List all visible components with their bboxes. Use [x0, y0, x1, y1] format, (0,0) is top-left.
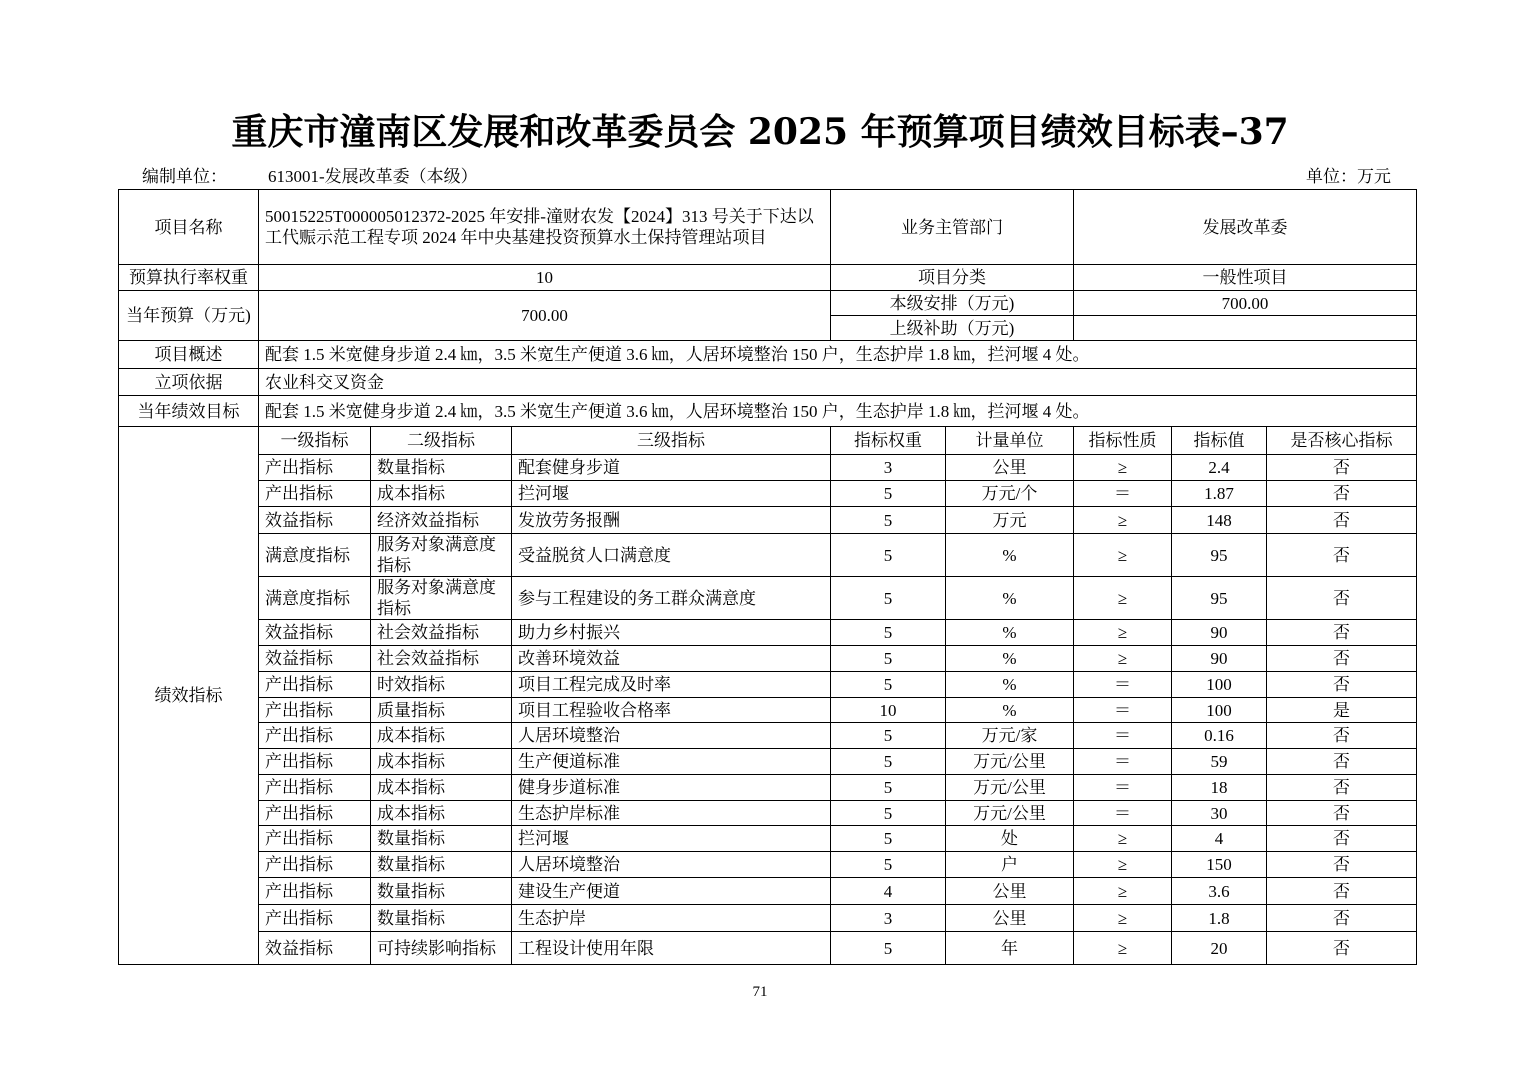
- unit-cell: %: [946, 577, 1074, 620]
- nature-cell: ≥: [1074, 852, 1172, 878]
- unit-cell: 处: [946, 826, 1074, 852]
- dept-value: 发展改革委: [1074, 190, 1417, 265]
- unit-cell: 万元/公里: [946, 801, 1074, 826]
- unit-cell: %: [946, 534, 1074, 577]
- performance-target-table: [118, 189, 1417, 965]
- core-cell: 否: [1267, 905, 1417, 932]
- level3-cell: 改善环境效益: [512, 646, 831, 672]
- compiling-unit-label: 编制单位：: [142, 167, 227, 186]
- local-budget-label: 本级安排（万元): [831, 291, 1074, 316]
- nature-cell: ≥: [1074, 455, 1172, 481]
- value-cell: 18: [1172, 775, 1267, 801]
- level3-cell: 生态护岸标准: [512, 801, 831, 826]
- level1-cell: 产出指标: [259, 775, 371, 801]
- value-cell: 90: [1172, 646, 1267, 672]
- core-cell: 否: [1267, 826, 1417, 852]
- unit-cell: 年: [946, 932, 1074, 965]
- header-nature: 指标性质: [1074, 427, 1172, 455]
- level2-cell: 可持续影响指标: [371, 932, 512, 965]
- value-cell: 59: [1172, 749, 1267, 775]
- value-cell: 95: [1172, 577, 1267, 620]
- weight-cell: 5: [831, 481, 946, 507]
- level2-cell: 成本指标: [371, 481, 512, 507]
- unit-cell: 万元/个: [946, 481, 1074, 507]
- level3-cell: 健身步道标准: [512, 775, 831, 801]
- level3-cell: 人居环境整治: [512, 723, 831, 749]
- core-cell: 否: [1267, 481, 1417, 507]
- value-cell: 90: [1172, 620, 1267, 646]
- nature-cell: ＝: [1074, 481, 1172, 507]
- header-level2: 二级指标: [371, 427, 512, 455]
- unit-cell: %: [946, 620, 1074, 646]
- table-row: [119, 646, 1417, 672]
- nature-cell: ＝: [1074, 672, 1172, 698]
- weight-cell: 5: [831, 801, 946, 826]
- weight-cell: 5: [831, 507, 946, 534]
- table-row: [119, 507, 1417, 534]
- nature-cell: ≥: [1074, 646, 1172, 672]
- table-row: [119, 534, 1417, 577]
- level2-cell: 数量指标: [371, 826, 512, 852]
- nature-cell: ≥: [1074, 905, 1172, 932]
- indicators-label: 绩效指标: [119, 427, 259, 965]
- budget-value: 700.00: [259, 291, 831, 341]
- level1-cell: 满意度指标: [259, 534, 371, 577]
- basis-row: [119, 369, 1417, 396]
- value-cell: 100: [1172, 698, 1267, 723]
- header-level1: 一级指标: [259, 427, 371, 455]
- weight-value: 10: [259, 265, 831, 291]
- level1-cell: 产出指标: [259, 905, 371, 932]
- project-name-value: 50015225T000005012372-2025 年安排-潼财农发【2024】313 号关于下达以工代赈示范工程专项 2024 年中央基建投资预算水土保持管理站项目: [259, 190, 831, 265]
- level1-cell: 效益指标: [259, 932, 371, 965]
- unit-cell: 公里: [946, 455, 1074, 481]
- level1-cell: 产出指标: [259, 698, 371, 723]
- level3-cell: 项目工程完成及时率: [512, 672, 831, 698]
- core-cell: 否: [1267, 749, 1417, 775]
- weight-cell: 5: [831, 826, 946, 852]
- level3-cell: 拦河堰: [512, 481, 831, 507]
- weight-cell: 5: [831, 646, 946, 672]
- table-row: [119, 672, 1417, 698]
- overview-label: 项目概述: [119, 341, 259, 369]
- document-title: 重庆市潼南区发展和改革委员会 2025 年预算项目绩效目标表–37: [231, 111, 1289, 153]
- indicator-header-row: [119, 427, 1417, 455]
- level1-cell: 满意度指标: [259, 577, 371, 620]
- superior-subsidy-value: [1074, 316, 1417, 341]
- goal-row: [119, 396, 1417, 427]
- core-cell: 否: [1267, 534, 1417, 577]
- core-cell: 否: [1267, 801, 1417, 826]
- budget-row: [119, 291, 1417, 316]
- level1-cell: 产出指标: [259, 749, 371, 775]
- table-row: [119, 481, 1417, 507]
- weight-cell: 4: [831, 878, 946, 905]
- value-cell: 148: [1172, 507, 1267, 534]
- value-cell: 20: [1172, 932, 1267, 965]
- local-budget-value: 700.00: [1074, 291, 1417, 316]
- level1-cell: 产出指标: [259, 826, 371, 852]
- level1-cell: 产出指标: [259, 852, 371, 878]
- level2-cell: 数量指标: [371, 905, 512, 932]
- category-label: 项目分类: [831, 265, 1074, 291]
- level1-cell: 产出指标: [259, 481, 371, 507]
- nature-cell: ≥: [1074, 932, 1172, 965]
- table-row: [119, 749, 1417, 775]
- value-cell: 1.87: [1172, 481, 1267, 507]
- level2-cell: 成本指标: [371, 723, 512, 749]
- weight-cell: 5: [831, 775, 946, 801]
- level2-cell: 经济效益指标: [371, 507, 512, 534]
- goal-value: 配套 1.5 米宽健身步道 2.4 ㎞，3.5 米宽生产便道 3.6 ㎞，人居环境整治 150 户，生态护岸 1.8 ㎞，拦河堰 4 处。: [259, 396, 1417, 427]
- table-row: [119, 698, 1417, 723]
- table-row: [119, 775, 1417, 801]
- level1-cell: 产出指标: [259, 801, 371, 826]
- level3-cell: 配套健身步道: [512, 455, 831, 481]
- table-row: [119, 932, 1417, 965]
- value-cell: 150: [1172, 852, 1267, 878]
- weight-cell: 5: [831, 723, 946, 749]
- level1-cell: 效益指标: [259, 646, 371, 672]
- table-row: [119, 878, 1417, 905]
- project-name-label: 项目名称: [119, 190, 259, 265]
- level3-cell: 项目工程验收合格率: [512, 698, 831, 723]
- weight-cell: 5: [831, 749, 946, 775]
- value-cell: 1.8: [1172, 905, 1267, 932]
- goal-label: 当年绩效目标: [119, 396, 259, 427]
- value-cell: 95: [1172, 534, 1267, 577]
- nature-cell: ≥: [1074, 577, 1172, 620]
- core-cell: 否: [1267, 852, 1417, 878]
- level2-cell: 数量指标: [371, 852, 512, 878]
- level3-cell: 生产便道标准: [512, 749, 831, 775]
- nature-cell: ≥: [1074, 878, 1172, 905]
- table-row: [119, 577, 1417, 620]
- header-unit: 计量单位: [946, 427, 1074, 455]
- core-cell: 否: [1267, 775, 1417, 801]
- level2-cell: 成本指标: [371, 801, 512, 826]
- nature-cell: ≥: [1074, 826, 1172, 852]
- unit-cell: %: [946, 646, 1074, 672]
- weight-cell: 5: [831, 577, 946, 620]
- weight-label: 预算执行率权重: [119, 265, 259, 291]
- core-cell: 否: [1267, 620, 1417, 646]
- core-cell: 否: [1267, 878, 1417, 905]
- value-cell: 30: [1172, 801, 1267, 826]
- level1-cell: 效益指标: [259, 620, 371, 646]
- project-name-row: [119, 190, 1417, 265]
- value-cell: 2.4: [1172, 455, 1267, 481]
- page-number: 71: [752, 984, 768, 1000]
- level2-cell: 数量指标: [371, 455, 512, 481]
- level1-cell: 产出指标: [259, 723, 371, 749]
- compiling-unit-value: 613001-发展改革委（本级）: [268, 167, 478, 186]
- core-cell: 是: [1267, 698, 1417, 723]
- core-cell: 否: [1267, 455, 1417, 481]
- core-cell: 否: [1267, 932, 1417, 965]
- unit-cell: 公里: [946, 905, 1074, 932]
- core-cell: 否: [1267, 646, 1417, 672]
- core-cell: 否: [1267, 577, 1417, 620]
- nature-cell: ≥: [1074, 507, 1172, 534]
- table-row: [119, 620, 1417, 646]
- nature-cell: ＝: [1074, 698, 1172, 723]
- core-cell: 否: [1267, 723, 1417, 749]
- weight-cell: 5: [831, 620, 946, 646]
- level2-cell: 社会效益指标: [371, 620, 512, 646]
- nature-cell: ＝: [1074, 775, 1172, 801]
- core-cell: 否: [1267, 507, 1417, 534]
- dept-label: 业务主管部门: [831, 190, 1074, 265]
- nature-cell: ≥: [1074, 620, 1172, 646]
- weight-cell: 10: [831, 698, 946, 723]
- unit-cell: 万元/公里: [946, 749, 1074, 775]
- table-row: [119, 905, 1417, 932]
- header-level3: 三级指标: [512, 427, 831, 455]
- superior-subsidy-label: 上级补助（万元): [831, 316, 1074, 341]
- core-cell: 否: [1267, 672, 1417, 698]
- table-row: [119, 852, 1417, 878]
- value-cell: 0.16: [1172, 723, 1267, 749]
- unit-cell: 万元/公里: [946, 775, 1074, 801]
- level3-cell: 生态护岸: [512, 905, 831, 932]
- table-row: [119, 801, 1417, 826]
- nature-cell: ＝: [1074, 801, 1172, 826]
- unit-cell: 万元: [946, 507, 1074, 534]
- level2-cell: 时效指标: [371, 672, 512, 698]
- unit-cell: 万元/家: [946, 723, 1074, 749]
- level3-cell: 拦河堰: [512, 826, 831, 852]
- level2-cell: 成本指标: [371, 749, 512, 775]
- level3-cell: 建设生产便道: [512, 878, 831, 905]
- weight-row: [119, 265, 1417, 291]
- level1-cell: 产出指标: [259, 455, 371, 481]
- table-row: [119, 723, 1417, 749]
- level3-cell: 助力乡村振兴: [512, 620, 831, 646]
- basis-label: 立项依据: [119, 369, 259, 396]
- level3-cell: 受益脱贫人口满意度: [512, 534, 831, 577]
- level2-cell: 服务对象满意度指标: [371, 534, 512, 577]
- weight-cell: 3: [831, 905, 946, 932]
- level1-cell: 效益指标: [259, 507, 371, 534]
- weight-cell: 5: [831, 672, 946, 698]
- unit-cell: %: [946, 672, 1074, 698]
- overview-value: 配套 1.5 米宽健身步道 2.4 ㎞，3.5 米宽生产便道 3.6 ㎞，人居环境整治 150 户，生态护岸 1.8 ㎞，拦河堰 4 处。: [259, 341, 1417, 369]
- level1-cell: 产出指标: [259, 878, 371, 905]
- nature-cell: ≥: [1074, 534, 1172, 577]
- weight-cell: 5: [831, 852, 946, 878]
- header-value: 指标值: [1172, 427, 1267, 455]
- level2-cell: 数量指标: [371, 878, 512, 905]
- basis-value: 农业科交叉资金: [259, 369, 1417, 396]
- level3-cell: 人居环境整治: [512, 852, 831, 878]
- level2-cell: 社会效益指标: [371, 646, 512, 672]
- budget-label: 当年预算（万元): [119, 291, 259, 341]
- unit-cell: 公里: [946, 878, 1074, 905]
- nature-cell: ＝: [1074, 723, 1172, 749]
- value-cell: 100: [1172, 672, 1267, 698]
- level3-cell: 工程设计使用年限: [512, 932, 831, 965]
- table-row: [119, 826, 1417, 852]
- weight-cell: 5: [831, 932, 946, 965]
- level2-cell: 质量指标: [371, 698, 512, 723]
- level1-cell: 产出指标: [259, 672, 371, 698]
- unit-cell: %: [946, 698, 1074, 723]
- value-cell: 4: [1172, 826, 1267, 852]
- level2-cell: 成本指标: [371, 775, 512, 801]
- unit-cell: 户: [946, 852, 1074, 878]
- currency-unit-label: 单位：万元: [1306, 167, 1391, 186]
- category-value: 一般性项目: [1074, 265, 1417, 291]
- weight-cell: 3: [831, 455, 946, 481]
- header-weight: 指标权重: [831, 427, 946, 455]
- value-cell: 3.6: [1172, 878, 1267, 905]
- level3-cell: 参与工程建设的务工群众满意度: [512, 577, 831, 620]
- weight-cell: 5: [831, 534, 946, 577]
- overview-row: [119, 341, 1417, 369]
- level2-cell: 服务对象满意度指标: [371, 577, 512, 620]
- nature-cell: ＝: [1074, 749, 1172, 775]
- header-core: 是否核心指标: [1267, 427, 1417, 455]
- table-row: [119, 455, 1417, 481]
- level3-cell: 发放劳务报酬: [512, 507, 831, 534]
